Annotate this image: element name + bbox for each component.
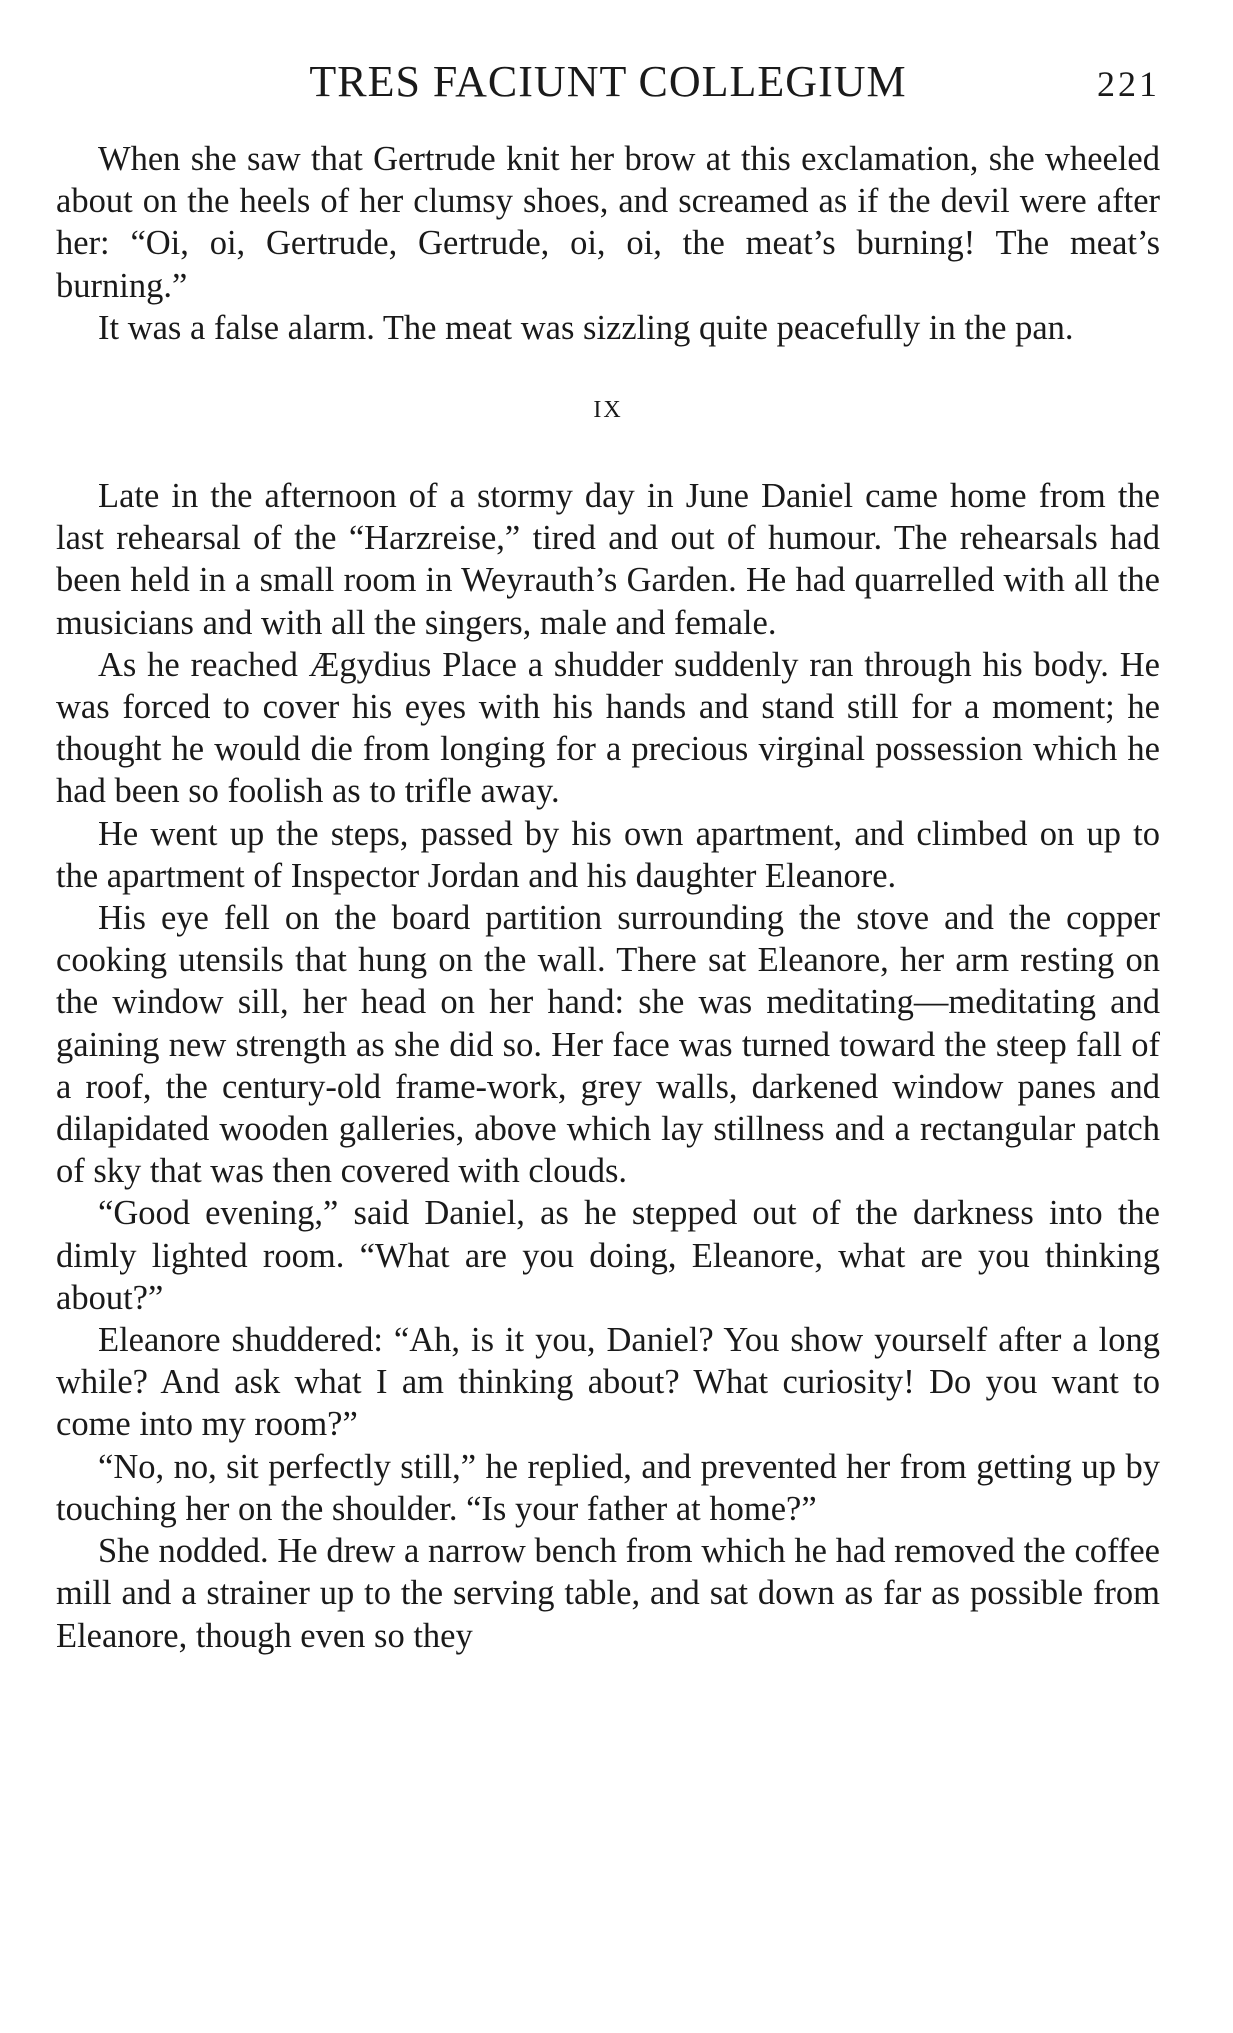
section-number: IX	[593, 397, 623, 424]
page-number: 221	[1097, 64, 1160, 104]
body-text	[56, 138, 1160, 1657]
paragraph: His eye fell on the board partition surrounding the stove and the copper cooking utensils that hung on the wall. There sat Eleanore, her arm resting on the window sill, her head on her hand: she was meditating—meditating and gaining new strength as she did so. Her face was turned toward the steep fall of a roof, the century-old frame-work, grey walls, darkened window panes and dilapidated wooden galleries, above which lay stillness and a rectangular patch of sky that was then covered with clouds.	[56, 899, 1160, 1191]
page-header	[56, 52, 1160, 112]
running-title: TRES FACIUNT COLLEGIUM	[309, 57, 907, 106]
paragraph: It was a false alarm. The meat was sizzling quite peacefully in the pan.	[98, 308, 1074, 347]
paragraph: “No, no, sit perfectly still,” he replied, and prevented her from getting up by touching her on the shoulder. “Is your father at home?”	[56, 1447, 1160, 1528]
paragraph: Eleanore shuddered: “Ah, is it you, Daniel? You show yourself after a long while? And ask what I am thinking about? What curiosity! Do you want to come into my room?”	[56, 1321, 1160, 1444]
paragraph: “Good evening,” said Daniel, as he stepped out of the darkness into the dimly lighted room. “What are you doing, Eleanore, what are you thinking about?”	[56, 1194, 1160, 1317]
paragraph: She nodded. He drew a narrow bench from which he had removed the coffee mill and a strainer up to the serving table, and sat down as far as possible from Eleanore, though even so they	[56, 1532, 1160, 1655]
paragraph: Late in the afternoon of a stormy day in June Daniel came home from the last rehearsal of the “Harzreise,” tired and out of humour. The rehearsals had been held in a small room in Weyrauth’s Garden. He had quarrelled with all the musicians and with all the singers, male and female.	[56, 477, 1160, 642]
paragraph: He went up the steps, passed by his own apartment, and climbed on up to the apartment of Inspector Jordan and his daughter Eleanore.	[56, 814, 1160, 895]
paragraph: As he reached Ægydius Place a shudder suddenly ran through his body. He was forced to cover his eyes with his hands and stand still for a moment; he thought he would die from longing for a precious virginal possession which he had been so foolish as to trifle away.	[56, 645, 1160, 811]
paragraph: When she saw that Gertrude knit her brow at this exclamation, she wheeled about on the heels of her clumsy shoes, and screamed as if the devil were after her: “Oi, oi, Gertrude, Gertrude, oi, oi, the meat’s burning! The meat’s burning.”	[56, 140, 1160, 305]
